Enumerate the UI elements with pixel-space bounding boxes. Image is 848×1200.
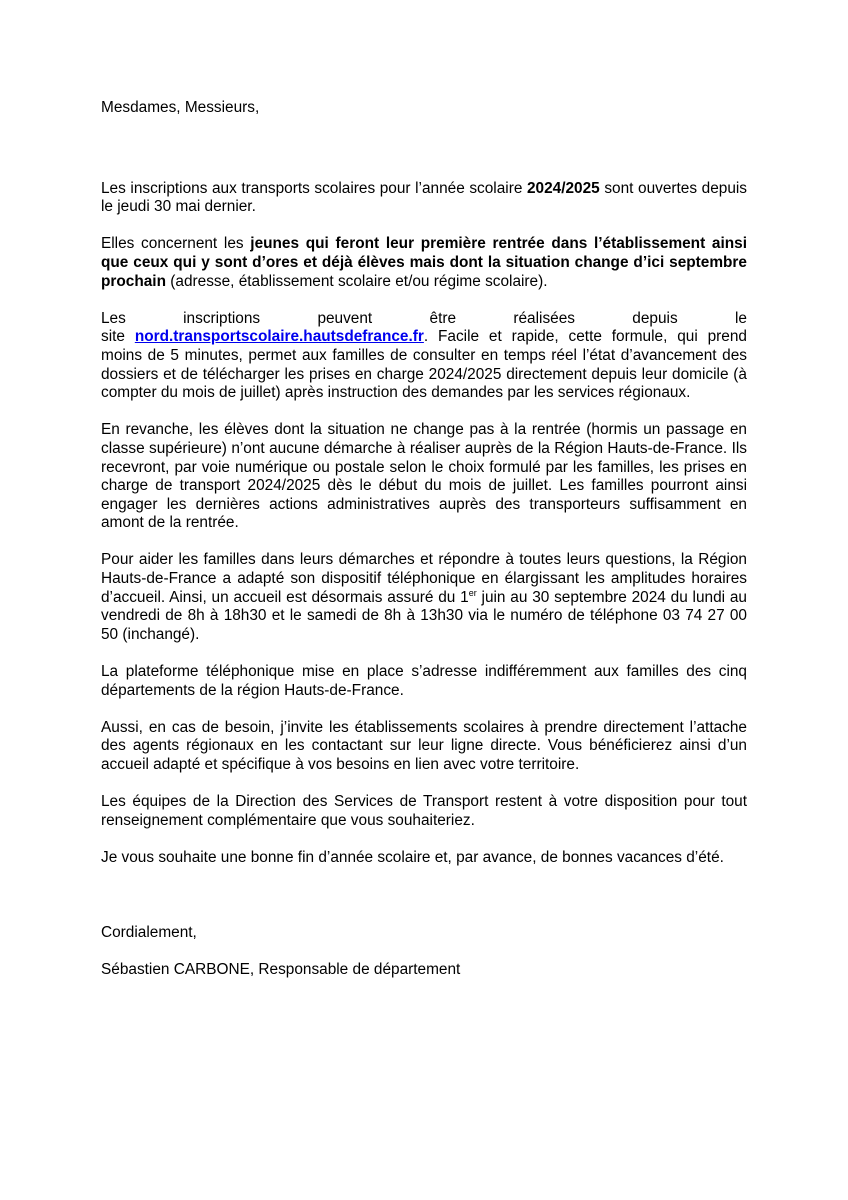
p1-text-after: sont ouvertes depuis le jeudi 30 mai dernier. [101, 179, 747, 216]
p3-first-line [101, 310, 747, 329]
p3-word: être [429, 309, 457, 327]
p2-text-before: Elles concernent les [101, 235, 251, 253]
paragraph-registration-open [101, 180, 747, 217]
paragraph-direct-contact: Aussi, en cas de besoin, j’invite les établissements scolaires à prendre directement l’attache des agents régionaux en les contactant sur leur ligne directe. Vous bénéficierez ainsi d’un accueil adapté et spécifique à vos besoins en lien avec votre territoire. [101, 718, 747, 773]
signature: Sébastien CARBONE, Responsable de département [101, 960, 461, 978]
paragraph-phone-platform: La plateforme téléphonique mise en place s’adresse indifféremment aux familles des cinq départements de la région Hauts-de-France. [101, 663, 747, 699]
p3-word: réalisées [513, 309, 575, 327]
closing: Cordialement, [101, 923, 197, 941]
p3-word: peuvent [317, 309, 373, 327]
p3-word: inscriptions [183, 309, 261, 327]
p3-site-prefix: site [101, 328, 135, 346]
p3-word: Les [101, 309, 126, 327]
p2-text-after: (adresse, établissement scolaire et/ou régime scolaire). [166, 272, 548, 290]
p3-body [101, 328, 747, 402]
p3-word: le [734, 309, 747, 327]
p1-text-before: Les inscriptions aux transports scolaires pour l’année scolaire [101, 179, 527, 197]
paragraph-transport-services: Les équipes de la Direction des Services de Transport restent à votre disposition pour tout renseignement complémentaire que vous souhaiteriez. [101, 793, 747, 829]
paragraph-unchanged-students: En revanche, les élèves dont la situation ne change pas à la rentrée (hormis un passage en classe supérieure) n’ont aucune démarche à réaliser auprès de la Région Hauts-de-France. Ils recevront, par voie numérique ou postale selon le choix formulé par les familles, les prises en charge de transport 2024/2025 dès le début du mois de juillet. Les familles pourront ainsi engager les dernières actions administratives auprès des transporteurs suffisamment en amont de la rentrée. [101, 421, 747, 532]
school-year-bold: 2024/2025 [526, 179, 600, 197]
registration-site-link[interactable]: nord.transportscolaire.hautsdefrance.fr [134, 328, 424, 346]
concerned-students-bold: jeunes qui feront leur première rentrée dans l’établissement ainsi que ceux qui y sont d’ores et déjà élèves mais dont la situation change d’ici septembre prochain [101, 235, 747, 290]
paragraph-holiday-wishes: Je vous souhaite une bonne fin d’année scolaire et, par avance, de bonnes vacances d’été. [101, 848, 724, 866]
paragraph-online-registration [101, 310, 747, 403]
p5-text-after: juin au 30 septembre 2024 du lundi au vendredi de 8h à 18h30 et le samedi de 8h à 13h30 via le numéro de téléphone 03 74 27 00 50 (inchangé). [101, 588, 747, 643]
p5-text-before: Pour aider les familles dans leurs démarches et répondre à toutes leurs questions, la Région Hauts-de-France a adapté son dispositif téléphonique en élargissant les amplitudes horaires d’accueil. Ainsi, un accueil est désormais assuré du 1 [101, 551, 747, 606]
greeting: Mesdames, Messieurs, [101, 99, 260, 116]
paragraph-concerned-students [101, 235, 747, 291]
p3-word: depuis [632, 309, 678, 327]
ordinal-superscript: er [468, 587, 477, 598]
letter-body [101, 99, 747, 979]
p3-text-after: . Facile et rapide, cette formule, qui prend moins de 5 minutes, permet aux familles de consulter en temps réel l’état d’avancement des dossiers et de télécharger les prises en charge 2024/2025 directement depuis leur domicile (à compter du mois de juillet) après instruction des demandes par les services régionaux. [101, 328, 747, 402]
paragraph-phone-support [101, 551, 747, 644]
